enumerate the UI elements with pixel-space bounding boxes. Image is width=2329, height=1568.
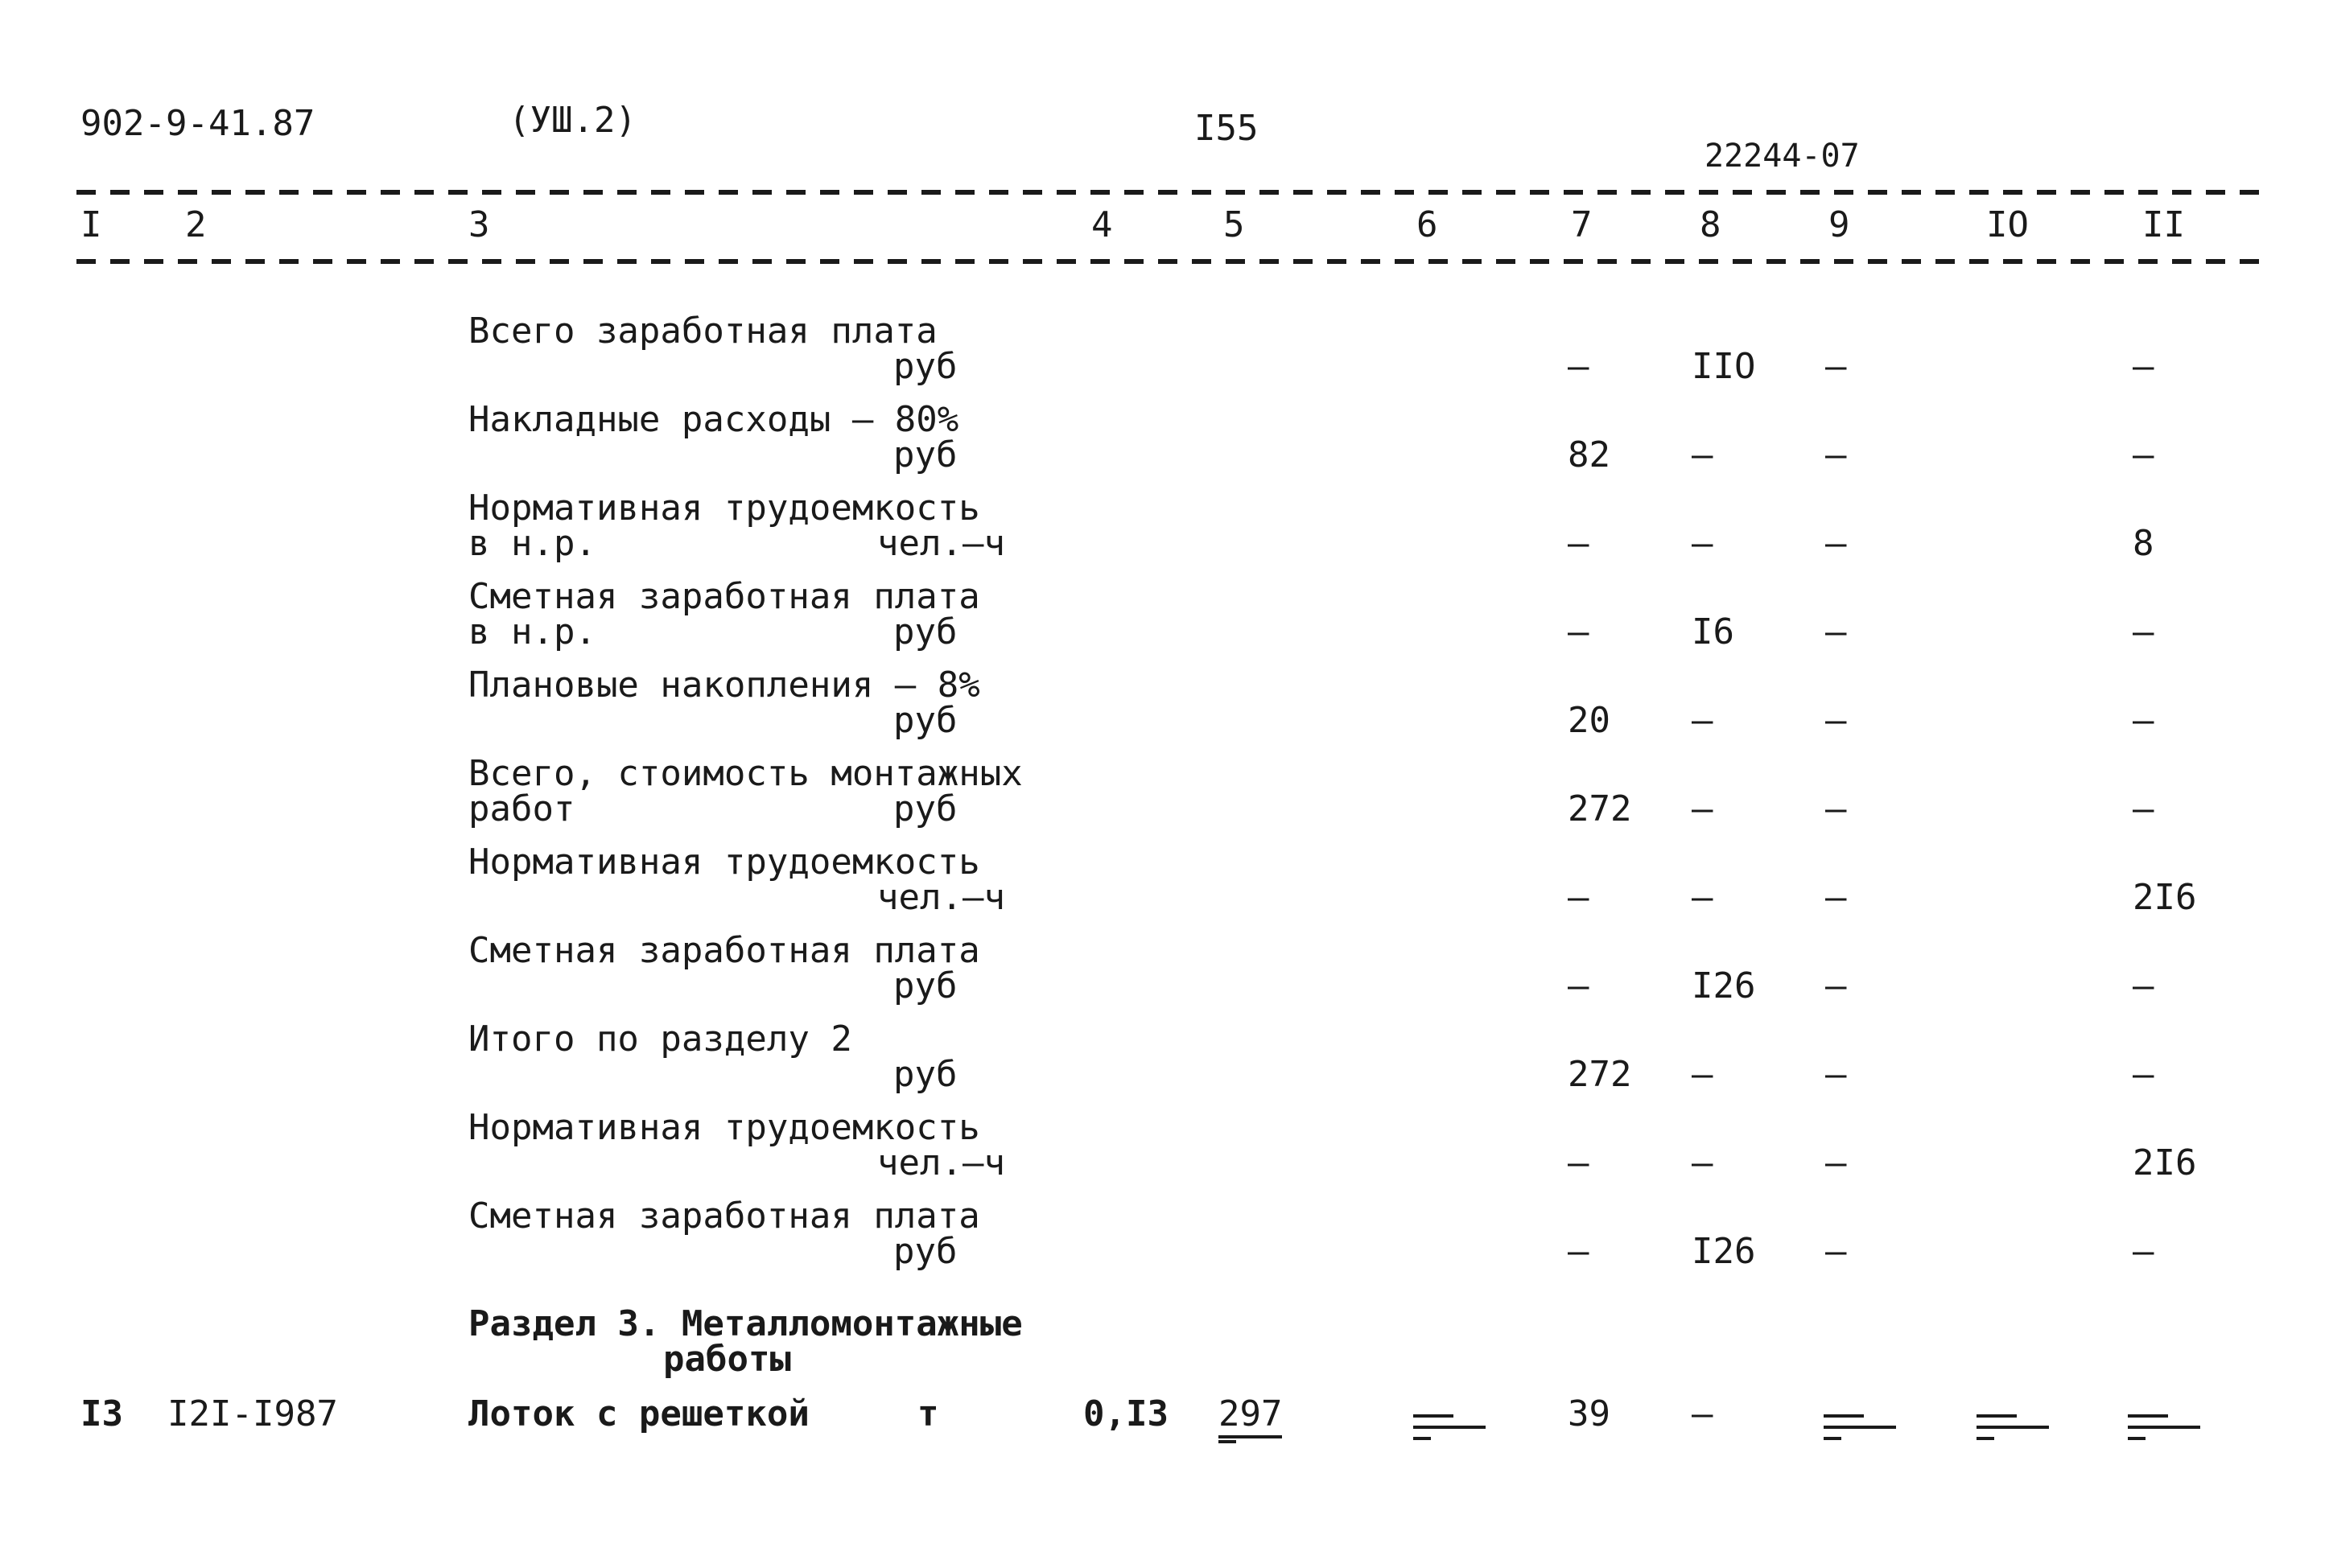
col5-subscript-mark [1218, 1432, 1291, 1443]
cell-col7: – [1568, 523, 1589, 564]
item-quantity: 0,I3 [1083, 1393, 1169, 1434]
row-label: Сметная заработная плата [468, 576, 980, 617]
cell-col7: 272 [1568, 788, 1632, 829]
row-label: Всего, стоимость монтажных [468, 753, 1023, 794]
item-name: Лоток с решеткой [468, 1393, 810, 1434]
cell-col7: – [1568, 346, 1589, 387]
cell-col7: – [1568, 1231, 1589, 1272]
cell-col11: – [2133, 700, 2154, 741]
cell-col11: – [2133, 434, 2154, 475]
col-header: 3 [468, 204, 490, 245]
cell-col9: – [1825, 523, 1847, 564]
cell-col11: 2I6 [2133, 877, 2197, 918]
cell-col9: – [1825, 700, 1847, 741]
top-dashed-rule [76, 190, 2265, 195]
row-label: Всего заработная плата [468, 311, 938, 352]
col6-fraction-dash [1413, 1400, 1486, 1440]
cell-col8: – [1692, 700, 1713, 741]
row-unit: руб [893, 788, 958, 829]
row-label: Итого по разделу 2 [468, 1019, 852, 1060]
cell-col8: I6 [1692, 611, 1734, 652]
cell-col8: – [1692, 523, 1713, 564]
row-label: Сметная заработная плата [468, 930, 980, 971]
cell-col8: – [1692, 1054, 1713, 1095]
cell-col7: – [1568, 965, 1589, 1006]
cell-col9: – [1825, 1142, 1847, 1183]
row-unit: руб [893, 700, 958, 741]
cell-col7: 272 [1568, 1054, 1632, 1095]
row-label: Нормативная трудоемкость [468, 488, 980, 529]
row-label: Сметная заработная плата [468, 1196, 980, 1237]
cell-col9: – [1825, 611, 1847, 652]
cell-col11: – [2133, 1231, 2154, 1272]
cell-col8: – [1692, 877, 1713, 918]
row-label: Нормативная трудоемкость [468, 842, 980, 883]
col-header: 9 [1828, 204, 1850, 245]
cell-col11: – [2133, 611, 2154, 652]
row-label: Нормативная трудоемкость [468, 1107, 980, 1148]
cell-col11: – [2133, 788, 2154, 829]
cell-col8: – [1692, 434, 1713, 475]
col-header: 5 [1223, 204, 1245, 245]
col-header: II [2142, 204, 2185, 245]
item-col8: – [1692, 1393, 1713, 1434]
row-unit: чел.–ч [877, 1142, 1005, 1183]
section-3-title: Раздел 3. Металломонтажные [468, 1303, 1023, 1344]
item-col7: 39 [1568, 1393, 1610, 1434]
row-unit: чел.–ч [877, 877, 1005, 918]
cell-col8: – [1692, 1142, 1713, 1183]
row-unit: руб [893, 611, 958, 652]
col-header: 2 [185, 204, 207, 245]
col9-fraction-dash [1824, 1400, 1896, 1440]
col-header: 7 [1571, 204, 1593, 245]
row-label-line2: в н.р. [468, 611, 596, 652]
row-label: Плановые накопления – 8% [468, 665, 980, 706]
section-ref: (УШ.2) [509, 100, 637, 141]
cell-col9: – [1825, 346, 1847, 387]
col-header: I [80, 204, 102, 245]
cell-col7: – [1568, 611, 1589, 652]
item-number: I3 [80, 1393, 123, 1434]
cell-col11: 2I6 [2133, 1142, 2197, 1183]
cell-col11: – [2133, 965, 2154, 1006]
row-label-line2: работ [468, 788, 575, 829]
cell-col9: – [1825, 877, 1847, 918]
cell-col8: I26 [1692, 965, 1756, 1006]
cell-col11: 8 [2133, 523, 2154, 564]
item-price: 297 [1218, 1397, 1282, 1438]
item-code: I2I-I987 [167, 1393, 338, 1434]
row-unit: чел.–ч [877, 523, 1005, 564]
cell-col7: – [1568, 877, 1589, 918]
cell-col7: 20 [1568, 700, 1610, 741]
col-header: 4 [1091, 204, 1113, 245]
col-header: IO [1986, 204, 2029, 245]
page-number: I55 [1194, 108, 1259, 149]
doc-code: 902-9-41.87 [80, 103, 315, 144]
cell-col9: – [1825, 434, 1847, 475]
item-unit: т [917, 1393, 939, 1434]
cell-col7: 82 [1568, 434, 1610, 475]
cell-col7: – [1568, 1142, 1589, 1183]
col-header: 8 [1700, 204, 1721, 245]
header-dashed-rule [76, 259, 2265, 264]
section-3-title-line2: работы [663, 1339, 791, 1380]
row-label-line2: в н.р. [468, 523, 596, 564]
cell-col8: IIO [1692, 346, 1756, 387]
row-label: Накладные расходы – 80% [468, 399, 959, 440]
col10-fraction-dash [1977, 1400, 2049, 1440]
row-unit: руб [893, 1231, 958, 1272]
cell-col8: I26 [1692, 1231, 1756, 1272]
row-unit: руб [893, 434, 958, 475]
stamp-number: 22244-07 [1704, 138, 1860, 175]
col-header: 6 [1416, 204, 1438, 245]
cell-col9: – [1825, 1054, 1847, 1095]
cell-col9: – [1825, 965, 1847, 1006]
cell-col9: – [1825, 788, 1847, 829]
row-unit: руб [893, 1054, 958, 1095]
row-unit: руб [893, 965, 958, 1006]
cell-col8: – [1692, 788, 1713, 829]
cell-col9: – [1825, 1231, 1847, 1272]
cell-col11: – [2133, 346, 2154, 387]
row-unit: руб [893, 346, 958, 387]
cell-col11: – [2133, 1054, 2154, 1095]
col11-fraction-dash [2128, 1400, 2200, 1440]
